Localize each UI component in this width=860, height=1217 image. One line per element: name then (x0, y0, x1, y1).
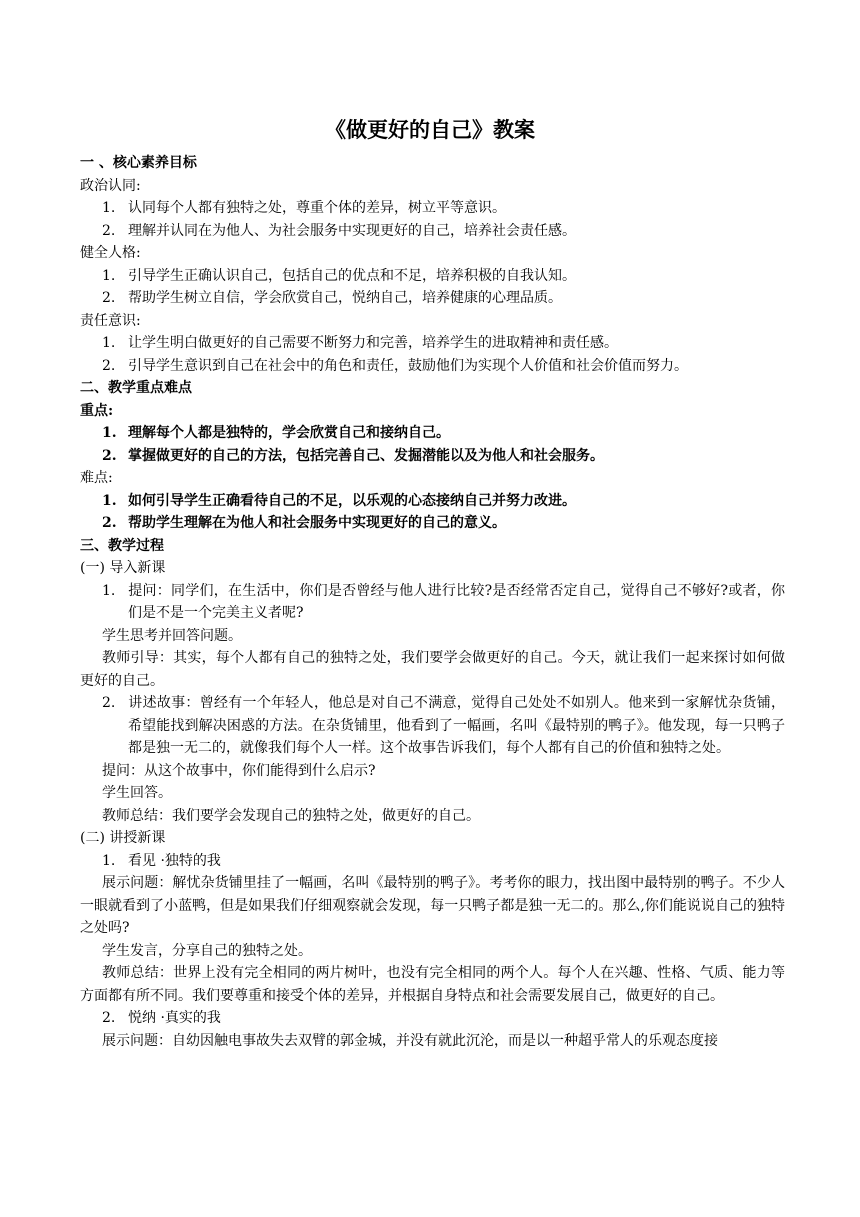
subheading-text: 看见 ·独特的我 (128, 852, 221, 869)
paragraph: 学生回答。 (102, 785, 172, 801)
paragraph: 提问：从这个故事中，你们能得到什么启示? (102, 762, 376, 779)
list-item: 1. 让学生明白做更好的自己需要不断努力和完善，培养学生的进取精神和责任感。 (102, 335, 618, 351)
list-item: 1. 如何引导学生正确看待自己的不足，以乐观的心态接纳自己并努力改进。 (102, 492, 576, 509)
list-item-text: 认同每个人都有独特之处，尊重个体的差异，树立平等意识。 (128, 200, 506, 216)
list-item-text: 理解并认同在为他人、为社会服务中实现更好的自己，培养社会责任感。 (128, 222, 576, 239)
list-item-text: 引导学生正确认识自己，包括自己的优点和不足，培养积极的自我认知。 (128, 267, 576, 284)
subheading-text: 悦纳 ·真实的我 (128, 1010, 221, 1026)
list-item-text: 帮助学生理解在为他人和社会服务中实现更好的自己的意义。 (128, 515, 506, 531)
list-item: 2. 帮助学生理解在为他人和社会服务中实现更好的自己的意义。 (102, 515, 506, 531)
list-item: 2. 掌握做更好的自己的方法，包括完善自己、发掘潜能以及为他人和社会服务。 (102, 447, 604, 464)
document-title: 《做更好的自己》教案 (325, 118, 535, 142)
list-item-text: 讲述故事：曾经有一个年轻人，他总是对自己不满意，觉得自己处处不如别人。他来到一家解忧杂货铺，希望能找到解决困惑的方法。在杂货铺里，他看到了一幅画，名叫《最特别的鸭子》。他发现，每一只鸭子都是独一无二的，就像我们每个人一样。这个故事告诉我们，每个人都有自己的价值和独特之处。 (128, 695, 785, 756)
list-item-text: 让学生明白做更好的自己需要不断努力和完善，培养学生的进取精神和责任感。 (128, 335, 618, 351)
goal-group-label: 政治认同: (80, 177, 141, 194)
goal-group-label: 健全人格: (80, 245, 141, 261)
list-item-text: 提问：同学们，在生活中，你们是否曾经与他人进行比较?是否经常否定自己，觉得自己不够好?或者，你们是不是一个完美主义者呢? (128, 582, 785, 621)
list-item: 2. 引导学生意识到自己在社会中的角色和责任，鼓励他们为实现个人价值和社会价值而努力。 (102, 357, 688, 374)
paragraph: 教师总结：我们要学会发现自己的独特之处，做更好的自己。 (102, 807, 480, 824)
list-item: 2. 讲述故事：曾经有一个年轻人，他总是对自己不满意，觉得自己处处不如别人。他来到一家解忧杂货铺，希望能找到解决困惑的方法。在杂货铺里，他看到了一幅画，名叫《最特别的鸭子》。他发现，每一只鸭子都是独一无二的，就像我们每个人一样。这个故事告诉我们，每个人都有自己的价值和独特之处。 (102, 695, 785, 756)
section-heading-key-points: 二、教学重点难点 (80, 380, 192, 396)
document-body (80, 152, 785, 1052)
list-item-text: 如何引导学生正确看待自己的不足，以乐观的心态接纳自己并努力改进。 (128, 492, 576, 509)
paragraph: 学生发言，分享自己的独特之处。 (102, 942, 312, 959)
difficulty-label: 难点: (80, 470, 113, 486)
list-item-text: 引导学生意识到自己在社会中的角色和责任，鼓励他们为实现个人价值和社会价值而努力。 (128, 357, 688, 374)
list-item: 1. 认同每个人都有独特之处，尊重个体的差异，树立平等意识。 (102, 200, 506, 216)
subsection-label: (一) 导入新课 (80, 560, 166, 576)
goal-group-label: 责任意识: (80, 312, 141, 329)
section-heading-goals: 一 、核心素养目标 (80, 155, 197, 171)
paragraph: 展示问题：自幼因触电事故失去双臂的郭金城，并没有就此沉沦，而是以一种超乎常人的乐观态度接 (102, 1032, 718, 1049)
paragraph: 教师总结：世界上没有完全相同的两片树叶，也没有完全相同的两个人。每个人在兴趣、性格、气质、能力等方面都有所不同。我们要尊重和接受个体的差异，并根据自身特点和社会需要发展自己，做更好的自己。 (80, 965, 785, 1004)
list-item-text: 理解每个人都是独特的，学会欣赏自己和接纳自己。 (128, 425, 450, 441)
list-item: 2. 帮助学生树立自信，学会欣赏自己，悦纳自己，培养健康的心理品质。 (102, 290, 562, 306)
list-item-text: 帮助学生树立自信，学会欣赏自己，悦纳自己，培养健康的心理品质。 (128, 290, 562, 306)
list-item: 1. 引导学生正确认识自己，包括自己的优点和不足，培养积极的自我认知。 (102, 267, 576, 284)
subheading: 1. 看见 ·独特的我 (102, 852, 221, 869)
paragraph: 教师引导：其实，每个人都有自己的独特之处，我们要学会做更好的自己。今天，就让我们一起来探讨如何做更好的自己。 (80, 650, 785, 689)
subsection-label: (二) 讲授新课 (80, 830, 166, 846)
paragraph: 展示问题：解忧杂货铺里挂了一幅画，名叫《最特别的鸭子》。考考你的眼力，找出图中最特别的鸭子。不少人一眼就看到了小蓝鸭，但是如果我们仔细观察就会发现，每一只鸭子都是独一无二的。那么,你们能说说自己的独特之处吗? (80, 875, 785, 936)
list-item: 2. 理解并认同在为他人、为社会服务中实现更好的自己，培养社会责任感。 (102, 222, 576, 239)
section-heading-process: 三、教学过程 (80, 537, 164, 554)
paragraph: 学生思考并回答问题。 (102, 627, 242, 644)
key-label: 重点: (80, 402, 114, 419)
list-item: 1. 提问：同学们，在生活中，你们是否曾经与他人进行比较?是否经常否定自己，觉得自己不够好?或者，你们是不是一个完美主义者呢? (102, 582, 785, 621)
list-item: 1. 理解每个人都是独特的，学会欣赏自己和接纳自己。 (102, 425, 450, 441)
subheading: 2. 悦纳 ·真实的我 (102, 1010, 221, 1026)
list-item-text: 掌握做更好的自己的方法，包括完善自己、发掘潜能以及为他人和社会服务。 (128, 447, 604, 464)
